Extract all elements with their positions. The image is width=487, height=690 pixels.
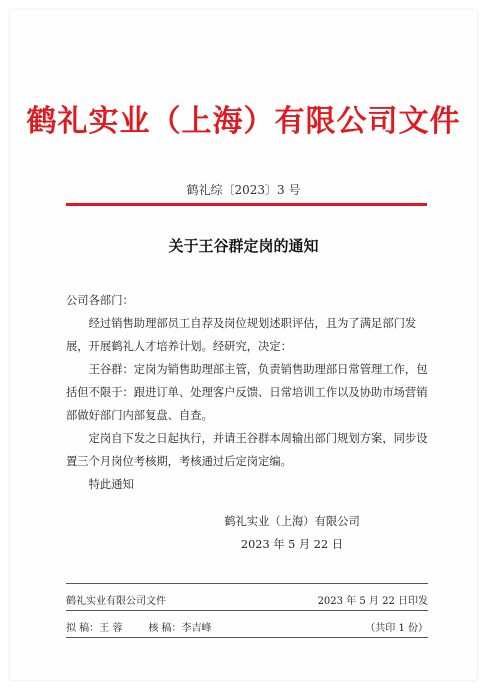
signature-date: 2023 年 5 月 22 日 xyxy=(240,538,344,551)
footer-rule-middle xyxy=(66,610,428,611)
footer-rule-bottom xyxy=(66,637,428,638)
red-header-rule xyxy=(66,203,427,206)
closing-line: 特此通知 xyxy=(88,478,134,491)
signature-company: 鹤礼实业（上海）有限公司 xyxy=(224,515,360,528)
footer-drafter: 拟 稿：王 蓉 xyxy=(66,623,123,634)
paragraph: 经过销售助理部员工自荐及岗位规划述职评估，且为了满足部门发展，开展鹤礼人才培养计划。经研究，决定： xyxy=(66,317,417,353)
document-header-title: 鹤礼实业（上海）有限公司文件 xyxy=(26,104,461,139)
footer-print-date: 2023 年 5 月 22 日印发 xyxy=(317,596,428,607)
paragraph: 定岗自下发之日起执行，并请王谷群本周输出部门规划方案，同步设置三个月岗位考核期，考核通过后定岗定编。 xyxy=(66,432,428,468)
document-number: 鹤礼综〔2023〕3 号 xyxy=(186,183,301,197)
notice-subject: 关于王谷群定岗的通知 xyxy=(168,237,319,255)
paragraph: 王谷群：定岗为销售助理部主管，负责销售助理部日常管理工作，包括但不限于：跟进订单、处理客户反馈、日常培训工作以及协助市场营销部做好部门内部复盘、自查。 xyxy=(66,363,428,422)
footer-credits-row xyxy=(66,619,428,634)
notice-body xyxy=(66,312,436,496)
signature-block xyxy=(167,510,417,556)
footer-proofreader: 核 稿：李吉峰 xyxy=(148,623,212,634)
footer-rule-top xyxy=(66,583,428,584)
salutation: 公司各部门： xyxy=(66,294,134,307)
footer-issue-row xyxy=(66,592,428,607)
footer-copies: （共印 1 份） xyxy=(365,623,428,634)
footer-issuer: 鹤礼实业有限公司文件 xyxy=(66,596,166,607)
